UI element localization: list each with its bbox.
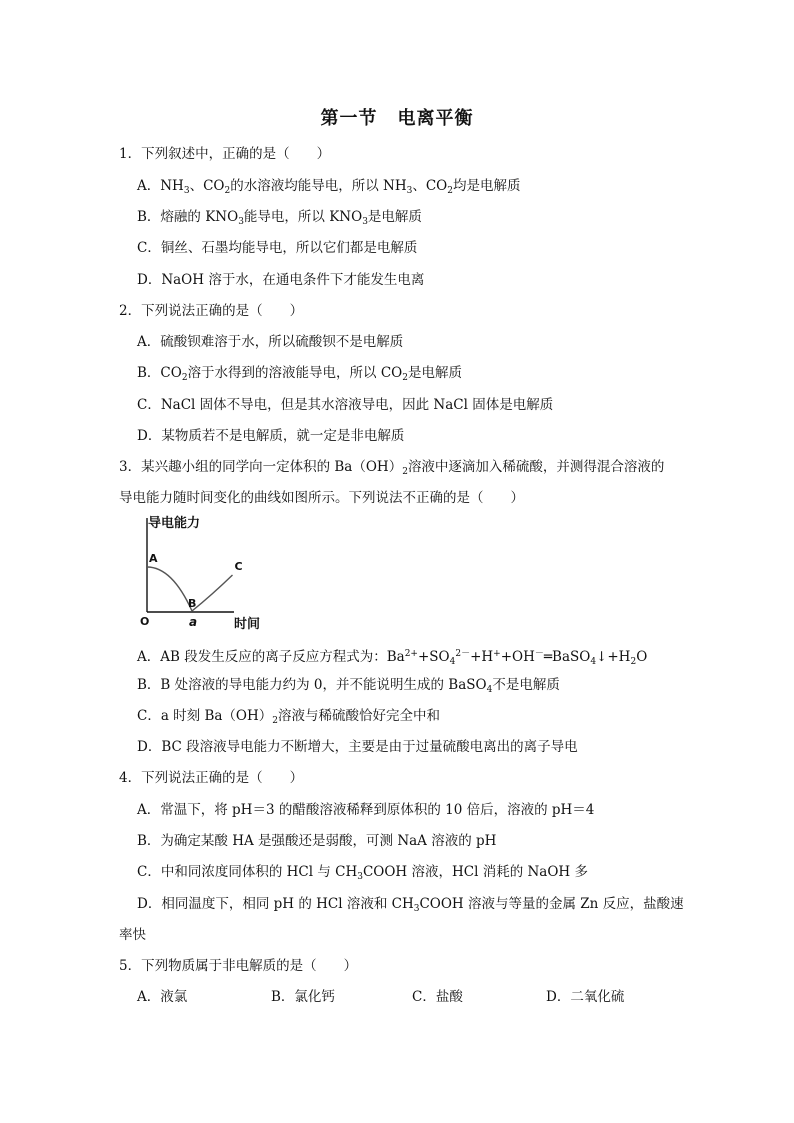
q3-option-b: B．B 处溶液的导电能力约为 0，并不能说明生成的 BaSO$_4$不是电解质: [137, 677, 560, 695]
q3-stem-line2: 导电能力随时间变化的曲线如图所示。下列说法不正确的是（ ）: [119, 490, 524, 506]
q1-option-c: C．铜丝、石墨均能导电，所以它们都是电解质: [137, 240, 418, 256]
q3-option-c: C．a 时刻 $Ba(OH)_2$溶液与稀硫酸恰好完全中和: [137, 708, 441, 726]
q4-option-a: A．常温下，将 pH＝3 的醋酸溶液稀释到原体积的 10 倍后，溶液的 pH＝4: [137, 802, 595, 818]
q3-option-d: D．BC 段溶液导电能力不断增大，主要是由于过量硫酸电离出的离子导电: [137, 739, 578, 755]
q2-option-c: C．NaCl 固体不导电，但是其水溶液导电，因此 NaCl 固体是电解质: [137, 397, 554, 413]
q4-option-b: B．为确定某酸 HA 是强酸还是弱酸，可测 NaA 溶液的 pH: [137, 833, 497, 849]
q5-option-a: A．液氯: [137, 989, 188, 1005]
q4-option-d-wrap: 率快: [119, 927, 146, 943]
point-a-label: A: [149, 552, 158, 565]
q1-option-a: A．$NH_3$、$CO_2$的水溶液均能导电，所以 $NH_3$、$CO_2$均是电解质: [137, 178, 521, 196]
q2-option-b: B．$CO_2$溶于水得到的溶液能导电，所以 $CO_2$是电解质: [137, 365, 462, 383]
y-axis-label: 导电能力: [148, 516, 201, 531]
page-title: [0, 104, 794, 130]
q5-option-b: B．氯化钙: [271, 989, 335, 1005]
q4-stem: 4．下列说法正确的是（ ）: [119, 770, 304, 786]
point-b-label: B: [188, 597, 197, 610]
q3-stem-line1: 3．某兴趣小组的同学向一定体积的 $Ba(OH)_2$溶液中逐滴加入稀硫酸，并测得混合溶液的: [119, 459, 665, 477]
conductivity-chart: [130, 510, 270, 632]
q5-options-row: [0, 988, 794, 1006]
q5-stem: 5．下列物质属于非电解质的是（ ）: [119, 958, 358, 974]
x-axis-label: 时间: [234, 617, 261, 632]
q2-stem: 2．下列说法正确的是（ ）: [119, 303, 304, 319]
tick-a-label: a: [189, 615, 198, 629]
q4-option-d: D．相同温度下，相同 pH 的 HCl 溶液和 $CH_3COOH$ 溶液与等量的金属 Zn 反应，盐酸速: [137, 896, 684, 914]
q2-option-d: D．某物质若不是电解质，就一定是非电解质: [137, 428, 405, 444]
title-part1: 第一节: [320, 108, 378, 129]
q5-option-c: C．盐酸: [412, 989, 463, 1005]
q3-option-a: A．AB 段发生反应的离子反应方程式为：$Ba^{2+}+SO_4^{2-}+H^++OH^-═BaSO_4↓+H_2O$: [137, 649, 648, 667]
q2-option-a: A．硫酸钡难溶于水，所以硫酸钡不是电解质: [137, 334, 404, 350]
q1-option-d: D．NaOH 溶于水，在通电条件下才能发生电离: [137, 272, 425, 288]
origin-label: O: [140, 615, 150, 628]
q1-stem: 1．下列叙述中，正确的是（ ）: [119, 146, 331, 162]
q4-option-c: C．中和同浓度同体积的 HCl 与 $CH_3COOH$ 溶液，HCl 消耗的 NaOH 多: [137, 864, 588, 882]
q1-option-b: B．熔融的 $KNO_3$能导电，所以 $KNO_3$是电解质: [137, 209, 422, 227]
q5-option-d: D．二氧化硫: [546, 989, 625, 1005]
title-part2: 电离平衡: [397, 108, 474, 129]
point-c-label: C: [234, 560, 243, 573]
